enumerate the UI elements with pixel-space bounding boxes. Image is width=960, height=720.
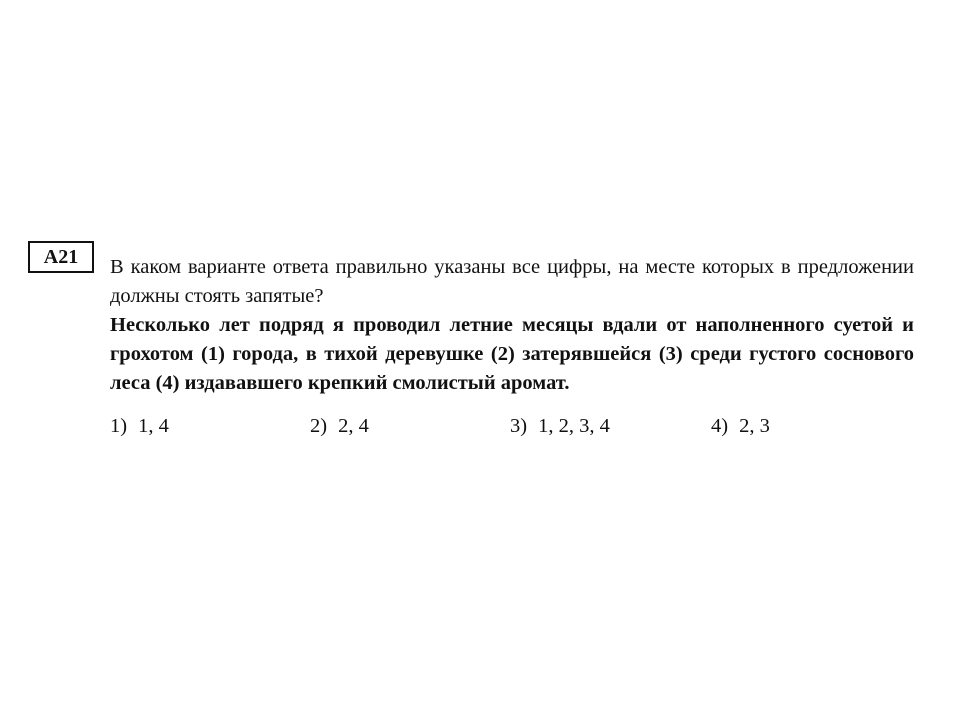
answer-option-number: 2) (310, 415, 328, 437)
answer-options (110, 411, 914, 441)
answer-option-4[interactable] (711, 411, 770, 441)
answer-option-2[interactable] (310, 411, 369, 441)
task-sentence: Несколько лет подряд я проводил летние месяцы вдали от наполненного суетой и грохотом (1) города, в тихой деревушке (2) затерявшейся (3) среди густого соснового леса (4) издававшего крепкий смолистый аромат. (110, 314, 914, 394)
answer-option-text: 2, 3 (739, 415, 770, 437)
answer-option-number: 4) (711, 415, 729, 437)
task-content (110, 253, 914, 441)
answer-option-text: 1, 2, 3, 4 (538, 415, 610, 437)
answer-option-3[interactable] (510, 411, 610, 441)
answer-option-text: 2, 4 (338, 415, 369, 437)
answer-option-number: 1) (110, 415, 128, 437)
answer-option-1[interactable] (110, 411, 169, 441)
task-question: В каком варианте ответа правильно указаны все цифры, на месте которых в предложении должны стоять запятые? (110, 256, 914, 307)
answer-option-number: 3) (510, 415, 528, 437)
answer-option-text: 1, 4 (138, 415, 169, 437)
task-number-label: A21 (28, 241, 94, 273)
